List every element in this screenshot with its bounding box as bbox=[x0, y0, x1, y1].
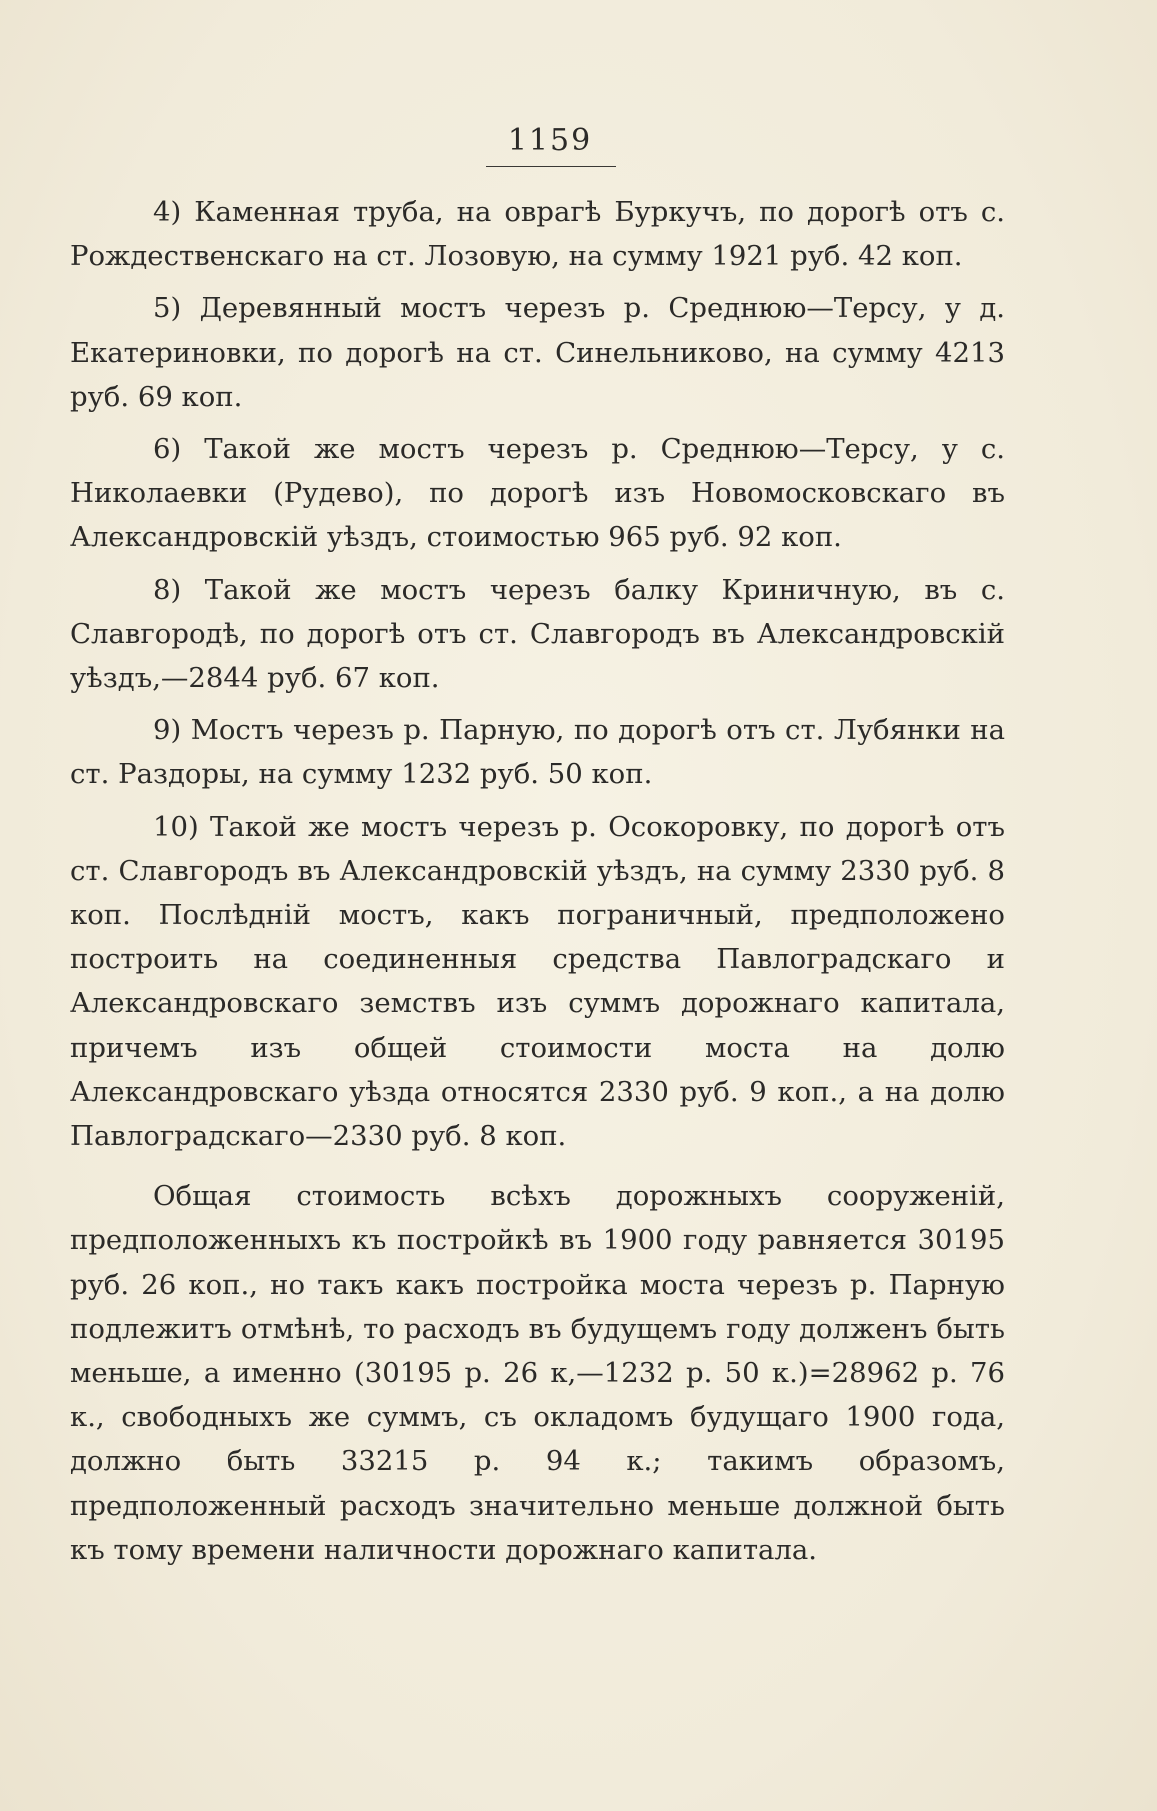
page-number-rule bbox=[486, 166, 616, 167]
paragraph-item-10: 10) Такой же мостъ черезъ р. Осокоровку, по дорогѣ отъ ст. Славгородъ въ Александровскій уѣздъ, на сумму 2330 руб. 8 коп. Послѣдній мостъ, какъ пограничный, предположено построить на соединенныя средства Павлоградскаго и Александровскаго земствъ изъ суммъ дорожнаго капитала, причемъ изъ общей стоимости моста на долю Александровскаго уѣзда относятся 2330 руб. 9 коп., а на долю Павлоградскаго—2330 руб. 8 коп. bbox=[70, 810, 1005, 1153]
paragraph-summary: Общая стоимость всѣхъ дорожныхъ сооруженій, предположенныхъ къ постройкѣ въ 1900 году равняется 30195 руб. 26 коп., но такъ какъ постройка моста черезъ р. Парную подлежитъ отмѣнѣ, то расходъ въ будущемъ году долженъ быть меньше, а именно (30195 р. 26 к,—1232 р. 50 к.)=28962 р. 76 к., свободныхъ же суммъ, съ окладомъ будущаго 1900 года, должно быть 33215 р. 94 к.; такимъ образомъ, предположенный расходъ значительно меньше должной быть къ тому времени наличности дорожнаго капитала. bbox=[70, 1180, 1005, 1566]
paragraph-item-8: 8) Такой же мостъ черезъ балку Криничную, въ с. Славгородѣ, по дорогѣ отъ ст. Славгородъ въ Александровскій уѣздъ,—2844 руб. 67 коп. bbox=[70, 573, 1005, 695]
body-text bbox=[70, 190, 1005, 1572]
paragraph-item-9: 9) Мостъ черезъ р. Парную, по дорогѣ отъ ст. Лубянки на ст. Раздоры, на сумму 1232 руб. 50 коп. bbox=[70, 714, 1005, 791]
page-number: 1159 bbox=[507, 123, 593, 158]
paragraph-item-5: 5) Деревянный мостъ черезъ р. Среднюю—Терсу, у д. Екатериновки, по дорогѣ на ст. Синельниково, на сумму 4213 руб. 69 коп. bbox=[70, 292, 1005, 413]
paragraph-item-6: 6) Такой же мостъ черезъ р. Среднюю—Терсу, у с. Николаевки (Рудево), по дорогѣ изъ Новомосковскаго въ Александровскій уѣздъ, стоимостью 965 руб. 92 коп. bbox=[70, 433, 1005, 554]
paragraph-item-4: 4) Каменная труба, на оврагѣ Буркучъ, по дорогѣ отъ с. Рождественскаго на ст. Лозовую, на сумму 1921 руб. 42 коп. bbox=[70, 196, 1005, 273]
